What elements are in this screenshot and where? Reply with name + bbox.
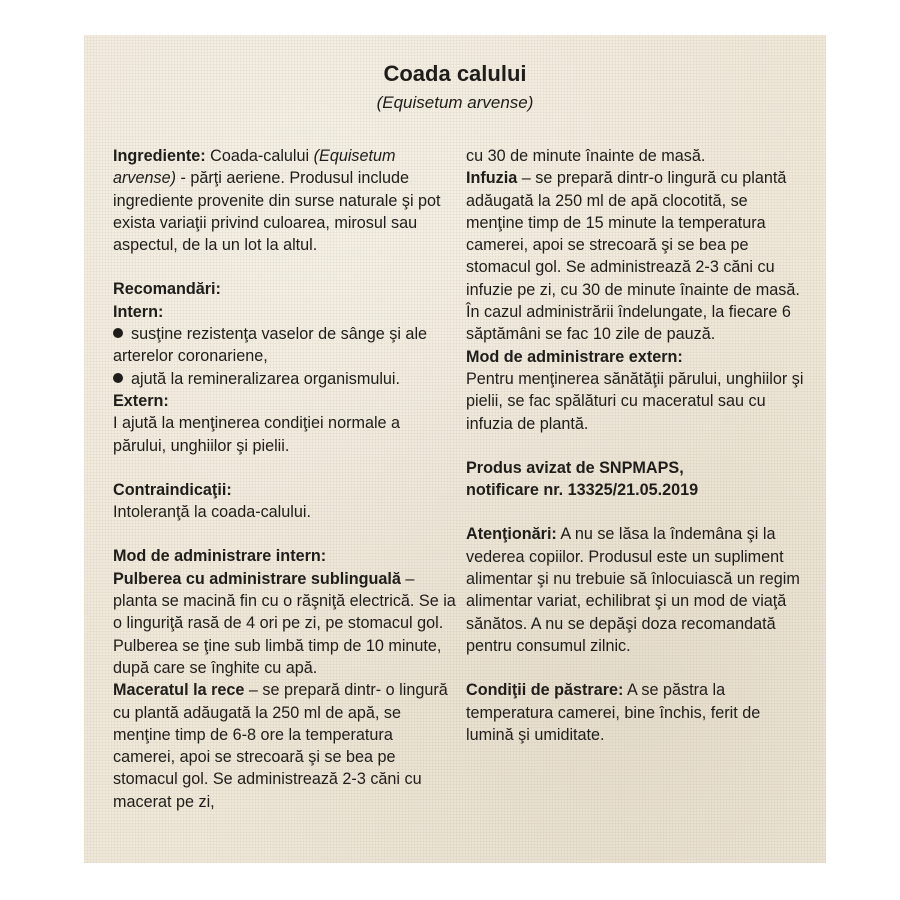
- powder-text: – planta se macină fin cu o răşniţă electrică. Se ia o linguriţă rasă de 4 ori pe zi, pe stomacul gol. Pulberea se ţine sub limbă timp de 10 minute, după care se înghite cu apă.: [113, 569, 456, 677]
- storage-label: Condiţii de păstrare:: [466, 681, 624, 700]
- intern-item-text-1: susţine rezistenţa vaselor de sânge şi ale arterelor coronariene,: [113, 325, 428, 366]
- contraindications-heading: Contraindicaţii:: [113, 480, 232, 499]
- warnings-section: [466, 523, 806, 657]
- macerate-section: [113, 679, 457, 813]
- intern-item-text-2: ajută la remineralizarea organismului.: [131, 369, 401, 388]
- intern-label: Intern:: [113, 302, 164, 321]
- approval-line-1: Produs avizat de SNPMAPS,: [466, 458, 684, 477]
- extern-label: Extern:: [113, 391, 169, 410]
- bullet-icon: [113, 368, 131, 390]
- bullet-icon: [113, 323, 131, 345]
- macerate-continued: cu 30 de minute înainte de masă.: [466, 147, 706, 165]
- approval-line-2: notificare nr. 13325/21.05.2019: [466, 481, 699, 500]
- warnings-text: A nu se lăsa la îndemâna şi la vederea copiilor. Produsul este un supliment alimentar şi nu trebuie să înlocuiască un regim alimentar variat, echilibrat şi un mod de viaţă sănătos. A nu se depăşi doza recomandată pentru consumul zilnic.: [466, 525, 800, 655]
- ingredients-text-2: - părţi aeriene. Produsul include ingrediente provenite din surse naturale şi pot exista variaţii privind culoarea, mirosul sau aspectul, de la un lot la altul.: [113, 169, 441, 255]
- storage-text: A se păstra la temperatura camerei, bine închis, ferit de lumină şi umiditate.: [466, 681, 761, 744]
- infusion-text: – se prepară dintr-o lingură cu plantă adăugată la 250 ml de apă clocotită, se menţine timp de 15 minute la temperatura camerei, apoi se strecoară şi se bea pe stomacul gol. Se administrează 2-3 căni cu infuzie pe zi, cu 30 de minute înainte de masă.: [466, 169, 800, 299]
- extern-text: I ajută la menţinerea condiţiei normale a părului, unghiilor şi pielii.: [113, 414, 401, 455]
- storage-section: [466, 679, 806, 746]
- intern-item-1: [113, 323, 457, 368]
- warnings-label: Atenţionări:: [466, 525, 557, 544]
- powder-label: Pulberea cu administrare sublinguală: [113, 569, 401, 588]
- macerate-label: Maceratul la rece: [113, 681, 245, 700]
- infusion-label: Infuzia: [466, 169, 518, 188]
- ingredients-latin: (Equisetum arvense): [113, 147, 396, 188]
- internal-use-heading: Mod de administrare intern:: [113, 547, 327, 566]
- product-latin-name: (Equisetum arvense): [376, 93, 534, 112]
- powder-section: [113, 568, 457, 679]
- label-panel: [84, 35, 826, 863]
- intern-item-2: [113, 368, 457, 390]
- ingredients-section: [113, 145, 457, 256]
- ingredients-label: Ingrediente:: [113, 147, 206, 165]
- product-title: Coada calului: [383, 61, 527, 86]
- recommendations-heading: Recomandări:: [113, 280, 221, 299]
- external-use-heading: Mod de administrare extern:: [466, 347, 683, 366]
- right-column: [466, 145, 806, 746]
- long-use-text: În cazul administrării îndelungate, la fiecare 6 săptămâni se fac 10 zile de pauză.: [466, 303, 791, 344]
- infusion-section: [466, 167, 806, 301]
- macerate-text: – se prepară dintr- o lingură cu plantă adăugată la 250 ml de apă, se menţine timp de 6-8 ore la temperatura camerei, apoi se strecoară şi se bea pe stomacul gol. Se administrează 2-3 căni cu macerat pe zi,: [113, 681, 448, 811]
- ingredients-text-1: Coada-calului: [205, 147, 314, 165]
- left-column: [113, 145, 457, 813]
- external-use-text: Pentru menţinerea sănătăţii părului, unghiilor şi pielii, se fac spălături cu maceratul sau cu infuzia de plantă.: [466, 369, 804, 433]
- contraindications-text: Intoleranţă la coada-calului.: [113, 503, 311, 522]
